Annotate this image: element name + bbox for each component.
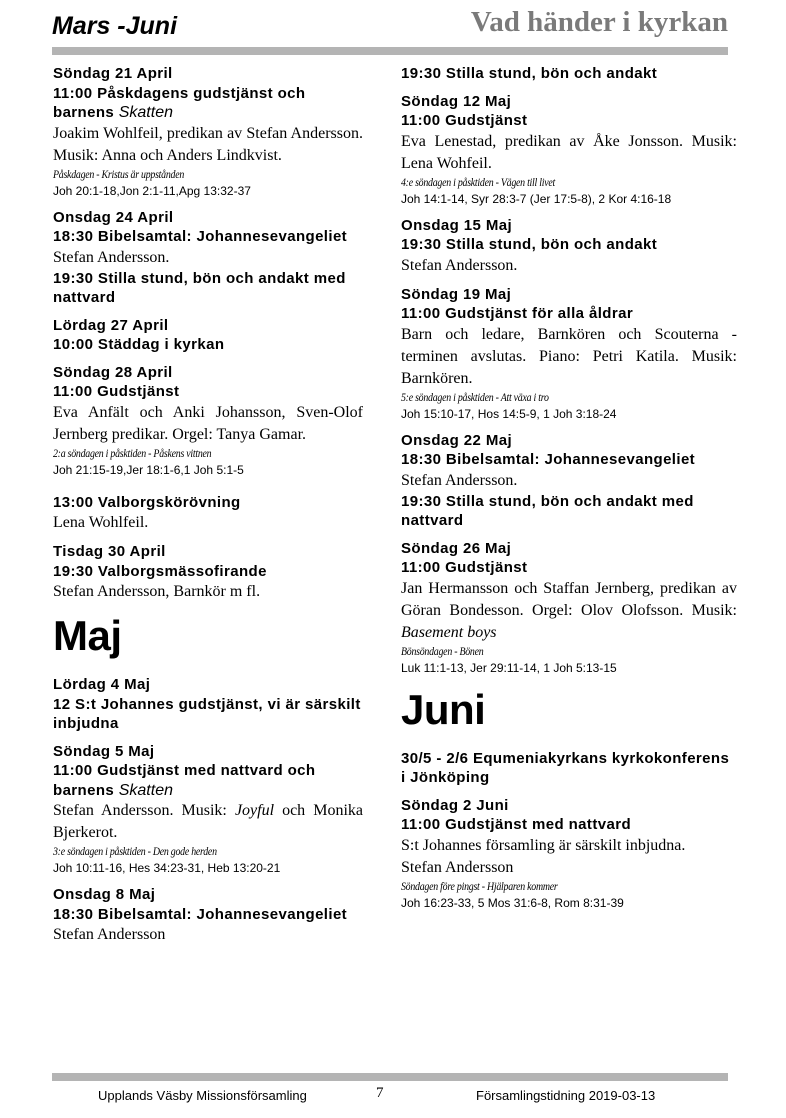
bottom-rule	[52, 1073, 728, 1081]
church-year-note: 2:a söndagen i påsktiden - Påskens vittnen	[53, 447, 212, 460]
event-text: Lena Wohlfeil.	[53, 514, 149, 531]
bible-references: Joh 14:1-14, Syr 28:3-7 (Jer 17:5-8), 2 Kor 4:16-18	[401, 191, 672, 206]
bible-references: Joh 21:15-19,Jer 18:1-6,1 Joh 5:1-5	[53, 462, 244, 477]
event-date: Söndag 21 April	[53, 65, 173, 82]
bible-references: Joh 15:10-17, Hos 14:5-9, 1 Joh 3:18-24	[401, 406, 617, 421]
event-block	[401, 285, 737, 423]
event-title: 11:00 Gudstjänst	[53, 383, 180, 400]
event-date: Söndag 12 Maj	[401, 92, 512, 110]
church-year-note: 3:e söndagen i påsktiden - Den gode herden	[53, 846, 217, 858]
event-date: Söndag 2 Juni	[401, 796, 509, 814]
page-number: 7	[376, 1085, 384, 1101]
event-date: Onsdag 24 April	[53, 208, 174, 226]
event-text: Joakim Wohlfeil, predikan av Stefan Andersson. Musik: Anna och Anders Lindkvist.	[53, 124, 363, 164]
event-block	[53, 64, 363, 200]
church-year-note: 5:e söndagen i påsktiden - Att växa i tro	[401, 391, 549, 404]
footer-edition: Församlingstidning 2019-03-13	[476, 1088, 656, 1103]
event-title: 18:30 Bibelsamtal: Johannesevangeliet	[53, 228, 348, 245]
event-title: 13:00 Valborgskörövning	[53, 493, 241, 511]
left-column	[53, 64, 363, 954]
event-text-emphasis: Basement boys	[401, 623, 497, 641]
event-date: Söndag 5 Maj	[53, 742, 155, 760]
event-block	[401, 431, 737, 531]
event-block	[401, 749, 737, 788]
event-title: 19:30 Stilla stund, bön och andakt	[401, 236, 658, 253]
event-title: 19:30 Stilla stund, bön och andakt med nattvard	[401, 492, 694, 529]
event-title: 12 S:t Johannes gudstjänst, vi är särskilt inbjudna	[53, 695, 361, 732]
event-text-emphasis: Joyful	[234, 802, 275, 819]
event-text: Stefan Andersson. Musik: Joyful och Monika Bjerkerot.	[53, 802, 364, 841]
church-year-note: Söndagen före pingst - Hjälparen kommer	[401, 880, 558, 893]
header-title: Vad händer i kyrkan	[470, 6, 728, 38]
event-block	[53, 742, 363, 878]
church-year-note: Påskdagen - Kristus är uppstånden	[53, 168, 185, 181]
event-text: Barn och ledare, Barnkören och Scouterna - terminen avslutas. Piano: Petri Katila. Musik: Barnkören.	[401, 325, 737, 387]
event-block	[401, 216, 737, 277]
header-period: Mars -Juni	[52, 12, 178, 40]
event-text: Stefan Andersson	[53, 926, 166, 943]
bible-references: Joh 10:11-16, Hes 34:23-31, Heb 13:20-21	[53, 861, 281, 875]
event-title: 11:00 Gudstjänst för alla åldrar	[401, 305, 634, 322]
event-title-emphasis: Skatten	[118, 781, 173, 799]
event-block	[401, 64, 737, 84]
event-date: Onsdag 15 Maj	[401, 216, 513, 234]
event-text: Stefan Andersson, Barnkör m fl.	[53, 583, 261, 600]
event-title: 11:00 Gudstjänst med nattvard	[401, 816, 632, 833]
event-block	[53, 208, 363, 308]
event-block	[53, 363, 363, 479]
event-title: 11:00 Gudstjänst	[401, 559, 528, 576]
event-date: Tisdag 30 April	[53, 543, 166, 560]
event-date: Lördag 4 Maj	[53, 676, 151, 693]
event-block	[401, 539, 737, 677]
event-date: Söndag 19 Maj	[401, 285, 512, 303]
event-block	[401, 92, 737, 208]
event-text: Stefan Andersson	[401, 858, 514, 876]
event-title: 10:00 Städdag i kyrkan	[53, 336, 225, 353]
event-date: Lördag 27 April	[53, 316, 169, 334]
event-title: 11:00 Gudstjänst	[401, 112, 528, 129]
event-title-emphasis: Skatten	[118, 104, 173, 121]
event-block	[53, 493, 363, 535]
bible-references: Joh 20:1-18,Jon 2:1-11,Apg 13:32-37	[53, 183, 251, 198]
bible-references: Joh 16:23-33, 5 Mos 31:6-8, Rom 8:31-39	[401, 895, 624, 910]
event-date: Söndag 28 April	[53, 363, 173, 381]
event-text: Eva Lenestad, predikan av Åke Jonsson. Musik: Lena Wohfeil.	[401, 132, 737, 172]
event-date: Söndag 26 Maj	[401, 539, 512, 557]
event-title: 19:30 Stilla stund, bön och andakt med nattvard	[53, 269, 346, 306]
event-text: Eva Anfält och Anki Johansson, Sven-Olof Jernberg predikar. Orgel: Tanya Gamar.	[53, 403, 363, 443]
church-year-note: Bönsöndagen - Bönen	[401, 645, 484, 658]
event-title: 18:30 Bibelsamtal: Johannesevangeliet	[401, 451, 696, 468]
event-text: Stefan Andersson.	[401, 256, 518, 274]
event-title: 11:00 Påskdagens gudstjänst och barnens Skatten	[53, 84, 306, 121]
event-title: 18:30 Bibelsamtal: Johannesevangeliet	[53, 905, 348, 923]
event-text: S:t Johannes församling är särskilt inbjudna.	[401, 836, 686, 854]
event-text: Stefan Andersson.	[401, 471, 518, 489]
event-title: 19:30 Stilla stund, bön och andakt	[401, 65, 658, 82]
event-title: 19:30 Valborgsmässofirande	[53, 562, 267, 580]
event-title: 30/5 - 2/6 Equmeniakyrkans kyrkokonferens i Jönköping	[401, 749, 730, 786]
event-date: Onsdag 22 Maj	[401, 431, 513, 449]
month-heading: Maj	[53, 612, 122, 659]
event-block	[401, 796, 737, 912]
event-block	[53, 675, 363, 734]
event-block	[53, 542, 363, 603]
event-text: Stefan Andersson.	[53, 248, 170, 266]
event-block	[53, 885, 363, 946]
right-column	[401, 64, 737, 920]
event-text: Jan Hermansson och Staffan Jernberg, predikan av Göran Bondesson. Orgel: Olov Olofsson. Musik: Basement boys	[401, 579, 737, 641]
month-heading: Juni	[401, 685, 486, 733]
church-year-note: 4:e söndagen i påsktiden - Vägen till livet	[401, 176, 555, 189]
bible-references: Luk 11:1-13, Jer 29:11-14, 1 Joh 5:13-15	[401, 660, 617, 675]
event-block	[53, 316, 363, 355]
top-rule	[52, 47, 728, 55]
event-date: Onsdag 8 Maj	[53, 886, 156, 903]
footer-publisher: Upplands Väsby Missionsförsamling	[98, 1088, 307, 1103]
event-title: 11:00 Gudstjänst med nattvard och barnens Skatten	[53, 762, 316, 799]
